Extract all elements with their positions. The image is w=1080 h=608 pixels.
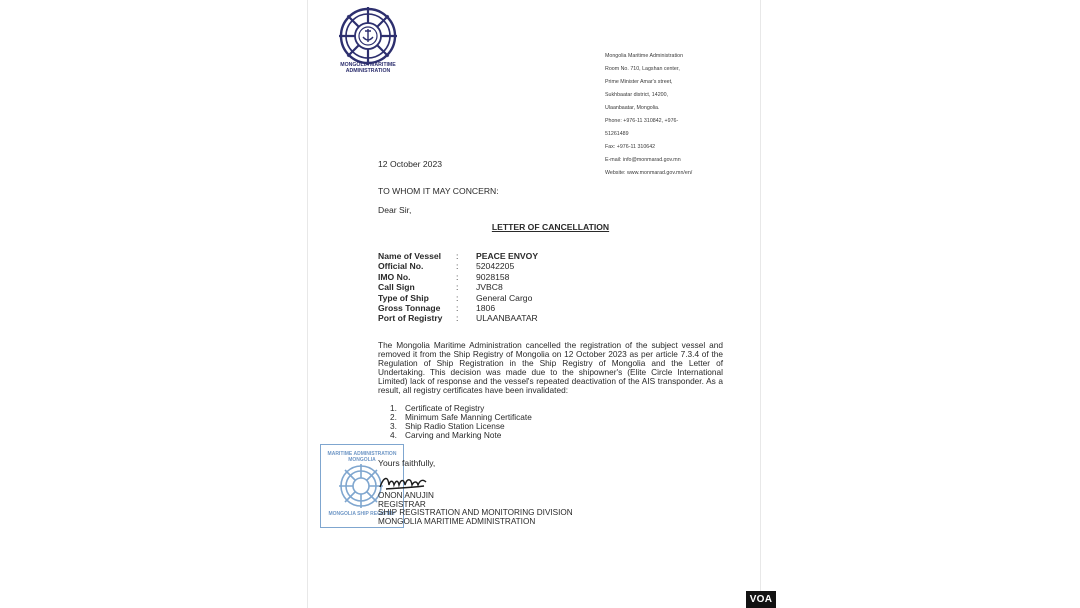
list-number: 1. [390, 403, 397, 413]
detail-label: IMO No. [378, 271, 411, 282]
address-line: Mongolia Maritime Administration [605, 52, 684, 59]
detail-label: Port of Registry [378, 313, 443, 324]
closing: Yours faithfully, [378, 458, 436, 468]
detail-colon: : [456, 313, 459, 324]
address-line: Sukhbaatar district, 14200, [605, 91, 669, 98]
list-text: Minimum Safe Manning Certificate [405, 412, 532, 423]
signatory-name: ONON ANUJIN [378, 491, 434, 500]
detail-label: Name of Vessel [378, 251, 442, 261]
list-number: 2. [390, 412, 397, 423]
detail-value: JVBC8 [476, 282, 503, 293]
address-line: Prime Minister Amar's street, [605, 78, 673, 85]
detail-label: Official No. [378, 261, 424, 272]
list-text: Carving and Marking Note [405, 430, 502, 441]
detail-colon: : [456, 261, 459, 272]
salutation-to: TO WHOM IT MAY CONCERN: [378, 186, 499, 196]
signatory-division: SHIP REGISTRATION AND MONITORING DIVISION [378, 508, 573, 518]
voa-watermark: VOA [746, 591, 776, 608]
letter-title: LETTER OF CANCELLATION [491, 222, 610, 232]
address-block [605, 46, 715, 183]
signature-icon [378, 472, 430, 492]
greeting: Dear Sir, [378, 205, 412, 215]
address-line: 51261489 [605, 130, 629, 137]
address-line: Ulaanbaatar, Mongolia. [605, 104, 660, 111]
detail-value: 9028158 [476, 271, 510, 282]
address-line: E-mail: info@monmarad.gov.mn [605, 156, 681, 163]
address-line: Fax: +976-11 310642 [605, 143, 656, 150]
detail-value: ULAANBAATAR [476, 313, 538, 324]
detail-colon: : [456, 302, 459, 313]
detail-label: Type of Ship [378, 292, 429, 303]
detail-colon: : [456, 271, 459, 282]
list-text: Ship Radio Station License [405, 421, 505, 432]
stamp-top-text: MARITIME ADMINISTRATION MONGOLIA [327, 451, 397, 463]
address-line: Website: www.monmarad.gov.mn/en/ [605, 169, 693, 176]
detail-label: Call Sign [378, 282, 415, 293]
detail-colon: : [456, 251, 459, 261]
detail-value: 1806 [476, 302, 496, 313]
detail-value: PEACE ENVOY [476, 251, 539, 261]
list-number: 4. [390, 430, 397, 441]
letter-date: 12 October 2023 [378, 159, 443, 169]
body-paragraph: The Mongolia Maritime Administration cancelled the registration of the subject vessel and removed it from the Ship Registry of Mongolia on 12 October 2023 as per article 7.3.4 of the Regulation of Ship Registration in the Ship Registry of Mongolia and the Letter of Undertaking. This decision was made due to the shipowner's (Elite Circle International Limited) lack of response and the vessel's repeated deactivation of the AIS transponder. As a result, all registry certificates have been invalidated: [378, 340, 723, 396]
signatory-block [378, 492, 573, 526]
list-number: 3. [390, 421, 397, 432]
signatory-role: REGISTRAR [378, 499, 426, 509]
ship-wheel-logo-icon [338, 6, 398, 66]
address-line: Room No. 710, Lagshan center, [605, 65, 680, 72]
detail-value: General Cargo [476, 292, 533, 303]
address-line: Phone: +976-11 310842, +976- [605, 117, 679, 124]
list-text: Certificate of Registry [405, 403, 485, 413]
detail-colon: : [456, 282, 459, 293]
detail-colon: : [456, 292, 459, 303]
signatory-org: MONGOLIA MARITIME ADMINISTRATION [378, 516, 536, 526]
detail-value: 52042205 [476, 261, 515, 272]
detail-label: Gross Tonnage [378, 302, 441, 313]
logo-org-name: MONGOLIA MARITIME ADMINISTRATION [340, 62, 396, 74]
stamp-bottom-text: MONGOLIA SHIP REGISTRY [328, 511, 396, 517]
